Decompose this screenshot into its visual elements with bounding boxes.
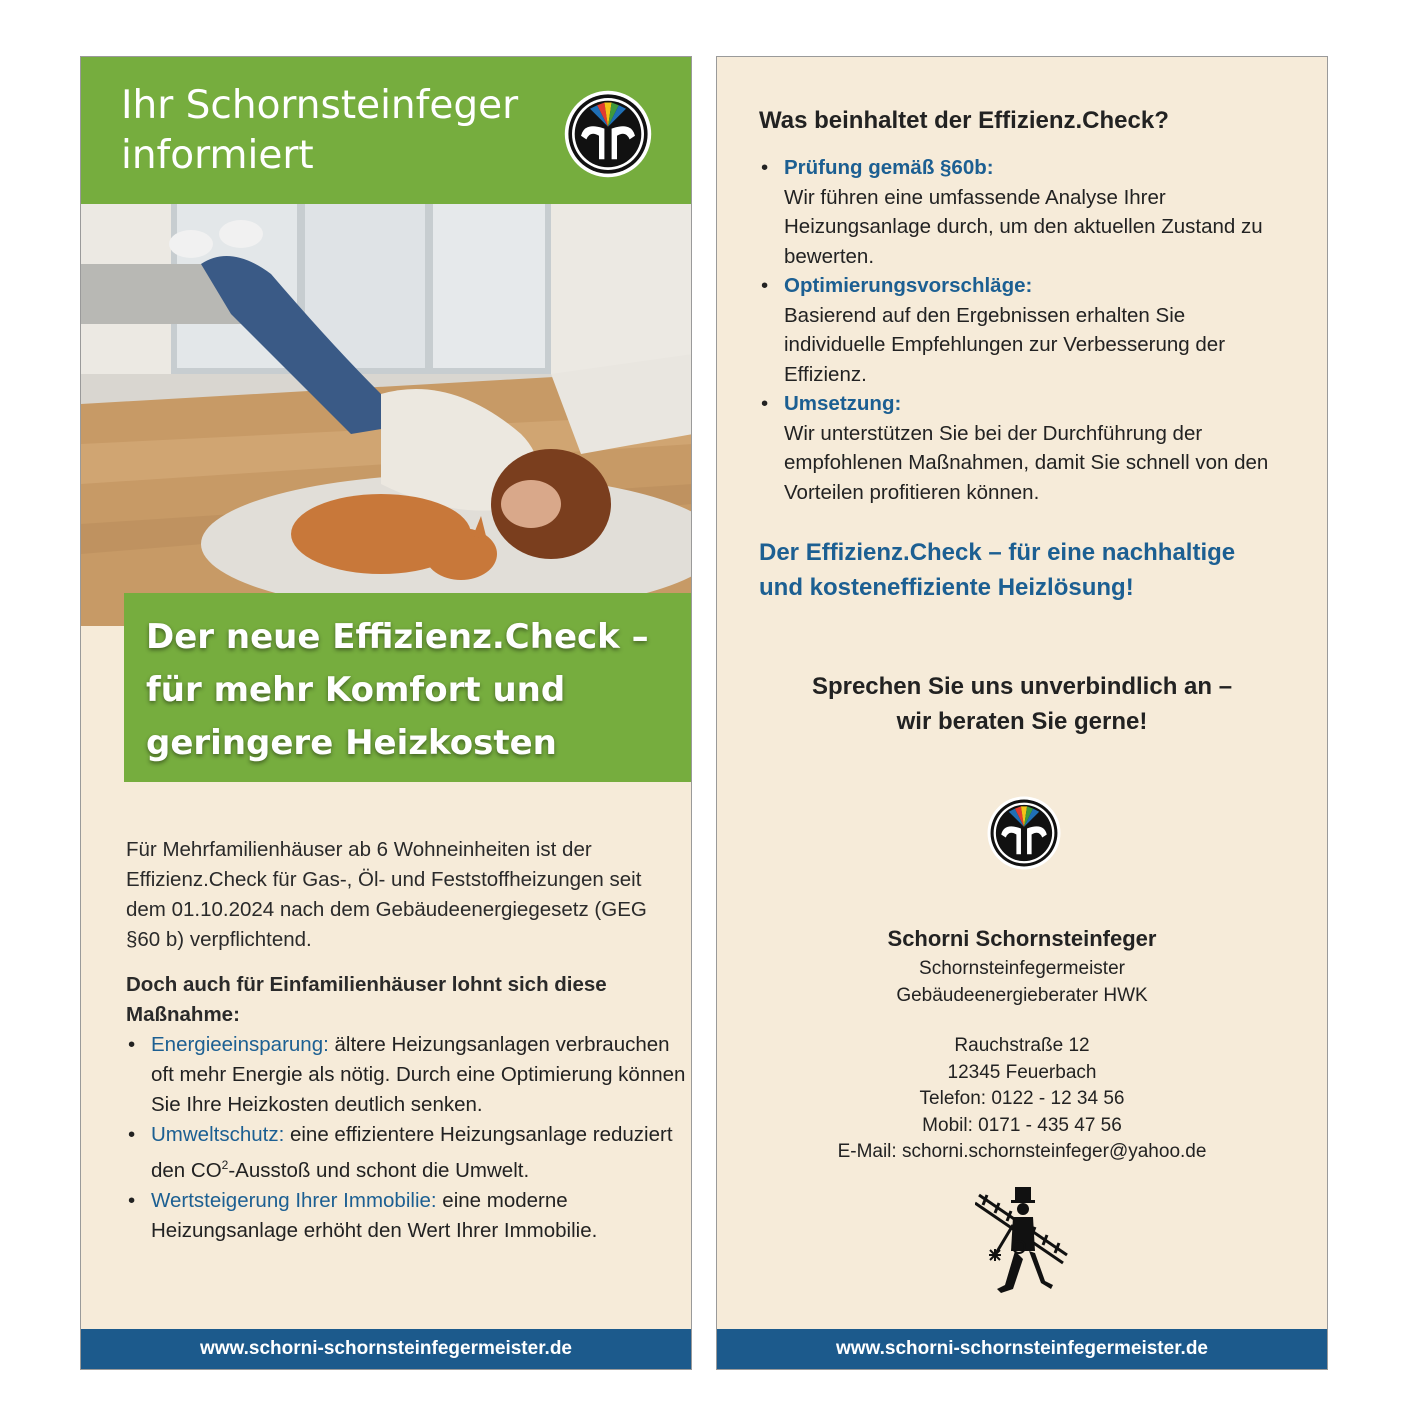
website-footer[interactable]: www.schorni-schornsteinfegermeister.de <box>81 1329 691 1369</box>
benefit-list <box>126 1030 686 1246</box>
bullet-dot-icon: • <box>761 392 769 415</box>
right-flyer-panel <box>716 56 1328 1370</box>
company-title1: Schornsteinfegermeister <box>919 958 1125 979</box>
slogan-line1: Der Effizienz.Check – für eine nachhaltige <box>759 539 1236 566</box>
hero-photo <box>81 204 692 626</box>
bullet-keyword: Umweltschutz: <box>151 1123 285 1146</box>
bullet-superscript: 2 <box>221 1158 229 1172</box>
bullet-text: eine moderne Heizungsanlage erhöht den Wert Ihrer Immobilie. <box>151 1188 598 1242</box>
mobile-number[interactable]: Mobil: 0171 - 435 47 56 <box>922 1114 1122 1136</box>
company-title2: Gebäudeenergieberater HWK <box>896 985 1148 1006</box>
phone-number[interactable]: Telefon: 0122 - 12 34 56 <box>919 1088 1125 1109</box>
bullet-dot-icon: • <box>761 156 769 179</box>
bullet-dot-icon: • <box>761 274 769 297</box>
slogan <box>759 535 1319 605</box>
headline <box>146 611 686 770</box>
call-to-action <box>717 669 1327 739</box>
headline-line2: für mehr Komfort und <box>146 670 566 710</box>
chimney-sweep-guild-logo-icon <box>986 795 1062 871</box>
bullet-dot-icon: • <box>128 1188 136 1212</box>
headline-line1: Der neue Effizienz.Check – <box>146 617 649 657</box>
website-footer[interactable]: www.schorni-schornsteinfegermeister.de <box>717 1329 1327 1369</box>
headline-box <box>124 593 692 782</box>
address-block <box>717 1033 1327 1166</box>
address-street: Rauchstraße 12 <box>954 1035 1090 1056</box>
slogan-line2: und kosteneffiziente Heizlösung! <box>759 574 1134 601</box>
list-item <box>126 1120 686 1186</box>
benefit-intro: Doch auch für Einfamilienhäuser lohnt sich diese Maßnahme: <box>126 973 607 1026</box>
cta-line2: wir beraten Sie gerne! <box>896 708 1148 735</box>
address-city: 12345 Feuerbach <box>947 1061 1097 1083</box>
check-contents-list <box>759 153 1279 507</box>
bullet-text: Wir führen eine umfassende Analyse Ihrer Heizungsanlage durch, um den aktuellen Zustand zu bewerten. <box>784 185 1263 268</box>
chimney-sweep-figure-icon <box>975 1185 1075 1299</box>
bullet-dot-icon: • <box>128 1033 136 1056</box>
list-item <box>126 1186 686 1246</box>
email-address[interactable]: E-Mail: schorni.schornsteinfeger@yahoo.de <box>837 1141 1207 1162</box>
section-title: Was beinhaltet der Effizienz.Check? <box>759 107 1169 134</box>
cta-line1: Sprechen Sie uns unverbindlich an – <box>811 673 1233 700</box>
header-banner <box>81 57 691 204</box>
bullet-text: eine effizientere Heizungsanlage reduziert den CO <box>151 1123 673 1182</box>
bullet-text: Wir unterstützen Sie bei der Durchführung der empfohlenen Maßnahmen, damit Sie schnell von den Vorteilen profitieren können. <box>784 421 1269 504</box>
company-block <box>717 923 1327 1009</box>
bullet-text-cont: -Ausstoß und schont die Umwelt. <box>228 1158 530 1182</box>
bullet-keyword: Prüfung gemäß §60b: <box>784 156 994 179</box>
list-item <box>759 153 1279 271</box>
header-title-line2: informiert <box>121 133 314 178</box>
list-item <box>126 1030 686 1120</box>
bullet-keyword: Umsetzung: <box>784 392 902 415</box>
bullet-text: ältere Heizungsanlagen verbrauchen oft mehr Energie als nötig. Durch eine Optimierung können Sie Ihre Heizkosten deutlich senken. <box>151 1033 686 1116</box>
bullet-dot-icon: • <box>128 1123 136 1146</box>
list-item <box>759 271 1279 389</box>
header-title <box>121 81 541 181</box>
intro-paragraph: Für Mehrfamilienhäuser ab 6 Wohneinheiten ist der Effizienz.Check für Gas-, Öl- und Feststoffheizungen seit dem 01.10.2024 nach dem Gebäudeenergiegesetz (GEG §60 b) verpflichtend. <box>126 838 647 951</box>
bullet-keyword: Wertsteigerung Ihrer Immobilie: <box>151 1188 437 1212</box>
chimney-sweep-guild-logo-icon <box>563 89 653 179</box>
list-item <box>759 389 1279 507</box>
bullet-text: Basierend auf den Ergebnissen erhalten Sie individuelle Empfehlungen zur Verbesserung der Effizienz. <box>784 303 1226 386</box>
company-name: Schorni Schornsteinfeger <box>887 926 1157 951</box>
headline-line3: geringere Heizkosten <box>146 723 557 763</box>
left-flyer-panel <box>80 56 692 1370</box>
bullet-keyword: Optimierungsvorschläge: <box>784 274 1033 297</box>
bullet-keyword: Energieeinsparung: <box>151 1033 329 1056</box>
header-title-line1: Ihr Schornsteinfeger <box>121 83 519 128</box>
